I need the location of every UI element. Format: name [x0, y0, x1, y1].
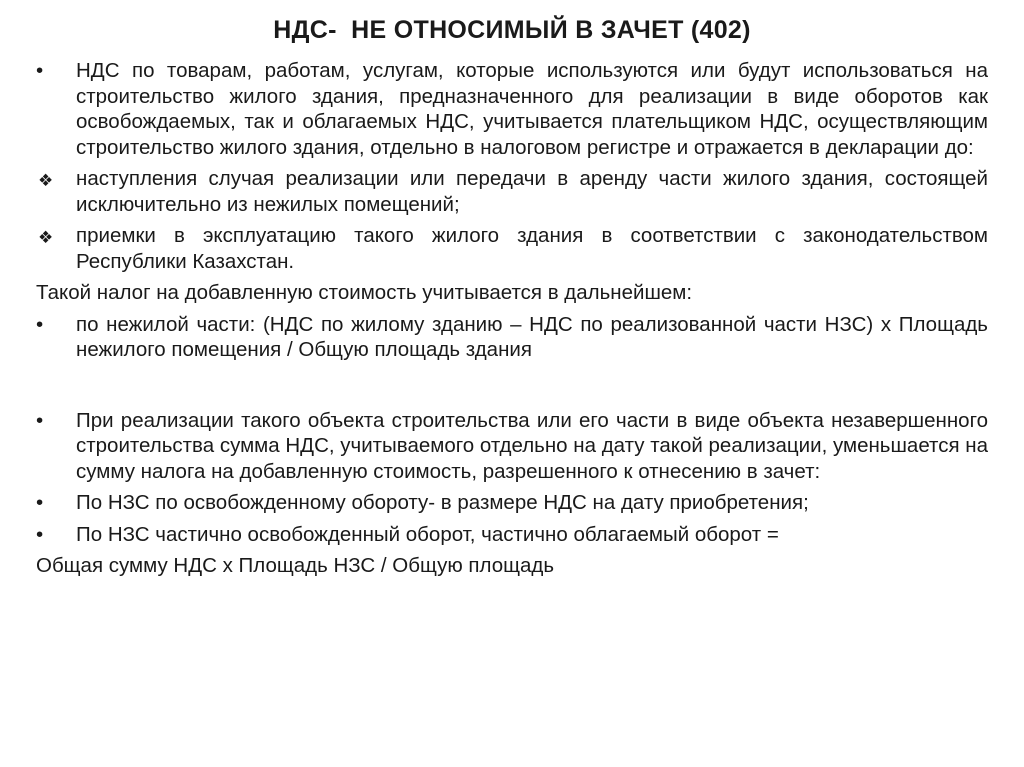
bullet-item — [36, 522, 988, 548]
diamond-item — [36, 166, 988, 217]
bullet-text: По НЗС частично освобожденный оборот, частично облагаемый оборот = — [76, 522, 779, 546]
diamond-item-text: приемки в эксплуатацию такого жилого здания в соответствии с законодательством Республики Казахстан. — [76, 224, 988, 273]
bullet-item — [36, 490, 988, 516]
bullet-marker: • — [36, 522, 44, 546]
diamond-bullet-icon: ❖ — [38, 228, 54, 247]
bullet-marker: • — [36, 312, 44, 336]
bullet-text: по нежилой части: (НДС по жилому зданию – НДС по реализованной части НЗС) х Площадь нежилого помещения / Общую площадь здания — [76, 312, 988, 361]
bullet-text: НДС по товарам, работам, услугам, которые используются или будут использоваться на строительство жилого здания, предназначенного для реализации в виде оборотов как освобождаемых, так и облагаемых НДС, учитывается плательщиком НДС, осуществляющим строительство жилого здания, отдельно в налоговом регистре и отражается в декларации до: — [76, 59, 988, 159]
paragraph: Такой налог на добавленную стоимость учитывается в дальнейшем: — [36, 281, 693, 304]
spacer — [36, 369, 988, 408]
formula-line: Общая сумму НДС х Площадь НЗС / Общую площадь — [36, 554, 555, 577]
bullet-marker: • — [36, 408, 44, 432]
bullet-marker: • — [36, 491, 44, 514]
diamond-item — [36, 223, 988, 274]
diamond-bullet-icon: ❖ — [38, 171, 54, 190]
bullet-text: По НЗС по освобожденному обороту- в размере НДС на дату приобретения; — [76, 491, 809, 514]
bullet-item — [36, 58, 988, 160]
bullet-item — [36, 312, 988, 363]
slide-body — [36, 58, 988, 585]
bullet-marker: • — [36, 59, 44, 82]
slide-title: НДС- НЕ ОТНОСИМЫЙ В ЗАЧЕТ (402) — [273, 16, 751, 44]
bullet-text: При реализации такого объекта строительства или его части в виде объекта незавершенного строительства сумма НДС, учитываемого отдельно на дату такой реализации, уменьшается на сумму налога на добавленную стоимость, разрешенного к отнесению в зачет: — [76, 408, 988, 483]
bullet-item — [36, 408, 988, 485]
diamond-item-text: наступления случая реализации или передачи в аренду части жилого здания, состоящей исключительно из нежилых помещений; — [76, 167, 988, 216]
